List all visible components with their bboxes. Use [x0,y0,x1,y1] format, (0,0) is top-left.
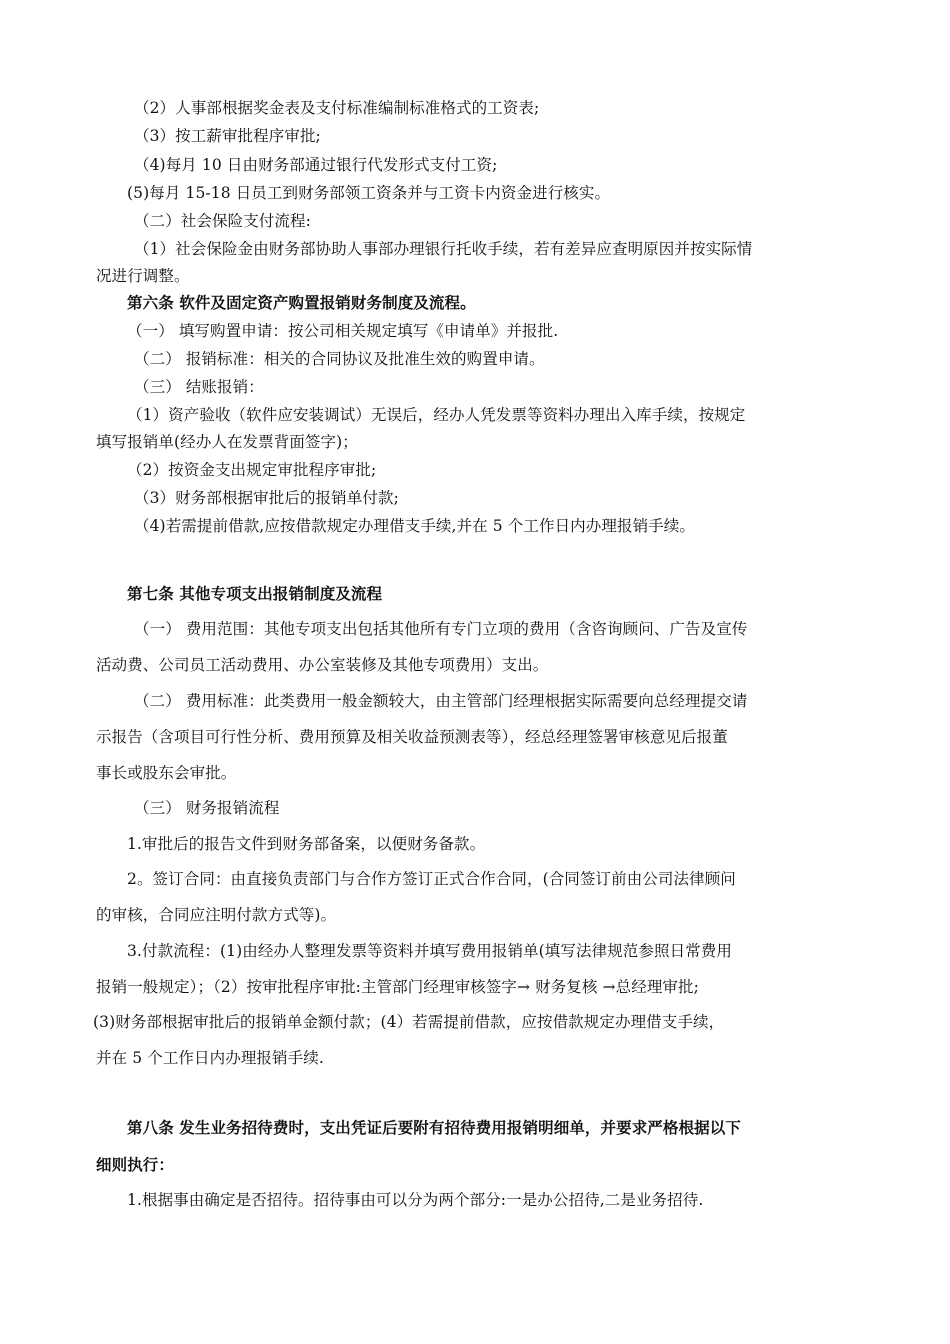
text-line: 并在 5 个工作日内办理报销手续. [96,1049,324,1067]
text-line: （1）社会保险金由财务部协助人事部办理银行托收手续，若有差异应查明原因并按实际情 [134,240,753,258]
text-line: 1.审批后的报告文件到财务部备案，以便财务备款。 [127,835,486,853]
text-line: （二） 费用标准：此类费用一般金额较大，由主管部门经理根据实际需要向总经理提交请 [134,692,748,710]
text-line: 报销一般规定）；（2）按审批程序审批:主管部门经理审核签字→ 财务复核 →总经理审批; [96,978,699,996]
text-line: 的审核，合同应注明付款方式等)。 [96,906,337,924]
text-line: (5)每月 15-18 日员工到财务部领工资条并与工资卡内资金进行核实。 [127,184,611,202]
text-line: （三） 财务报销流程 [134,799,280,817]
text-line: 3.付款流程：(1)由经办人整理发票等资料并填写费用报销单(填写法律规范参照日常费用 [127,942,732,960]
text-line: （三） 结账报销： [134,378,264,396]
text-line: 细则执行： [96,1155,175,1174]
text-line: 示报告（含项目可行性分析、费用预算及相关收益预测表等），经总经理签署审核意见后报董 [96,728,728,746]
text-line: (3)财务部根据审批后的报销单金额付款；(4）若需提前借款，应按借款规定办理借支手续， [93,1013,725,1031]
text-line: 活动费、公司员工活动费用、办公室装修及其他专项费用）支出。 [96,656,549,674]
section-heading-article-7: 第七条 其他专项支出报销制度及流程 [127,584,383,603]
text-line: （一） 费用范围：其他专项支出包括其他所有专门立项的费用（含咨询顾问、广告及宣传 [134,620,748,638]
section-heading-article-6: 第六条 软件及固定资产购置报销财务制度及流程。 [127,293,476,312]
text-line: （4)若需提前借款,应按借款规定办理借支手续,并在 5 个工作日内办理报销手续。 [134,517,695,535]
text-line: 填写报销单(经办人在发票背面签字)； [96,433,358,451]
text-line: （1）资产验收（软件应安装调试）无误后，经办人凭发票等资料办理出入库手续，按规定 [127,406,746,424]
text-line: （3）财务部根据审批后的报销单付款; [134,489,399,507]
text-line: （3）按工薪审批程序审批; [134,127,321,145]
text-line: 2。签订合同：由直接负责部门与合作方签订正式合作合同，(合同签订前由公司法律顾问 [127,870,736,888]
text-line: （二）社会保险支付流程: [134,212,311,230]
text-line: （一） 填写购置申请：按公司相关规定填写《申请单》并报批. [127,322,559,340]
text-line: （二） 报销标准：相关的合同协议及批准生效的购置申请。 [134,350,545,368]
text-line: （2）人事部根据奖金表及支付标准编制标准格式的工资表; [134,99,540,117]
text-line: 况进行调整。 [96,267,190,285]
text-line: 事长或股东会审批。 [96,764,237,782]
section-heading-article-8: 第八条 发生业务招待费时，支出凭证后要附有招待费用报销明细单，并要求严格根据以下 [127,1118,741,1137]
text-line: 1.根据事由确定是否招待。招待事由可以分为两个部分:一是办公招待,二是业务招待. [127,1191,704,1209]
text-line: （4)每月 10 日由财务部通过银行代发形式支付工资; [134,156,498,174]
text-line: （2）按资金支出规定审批程序审批; [127,461,377,479]
